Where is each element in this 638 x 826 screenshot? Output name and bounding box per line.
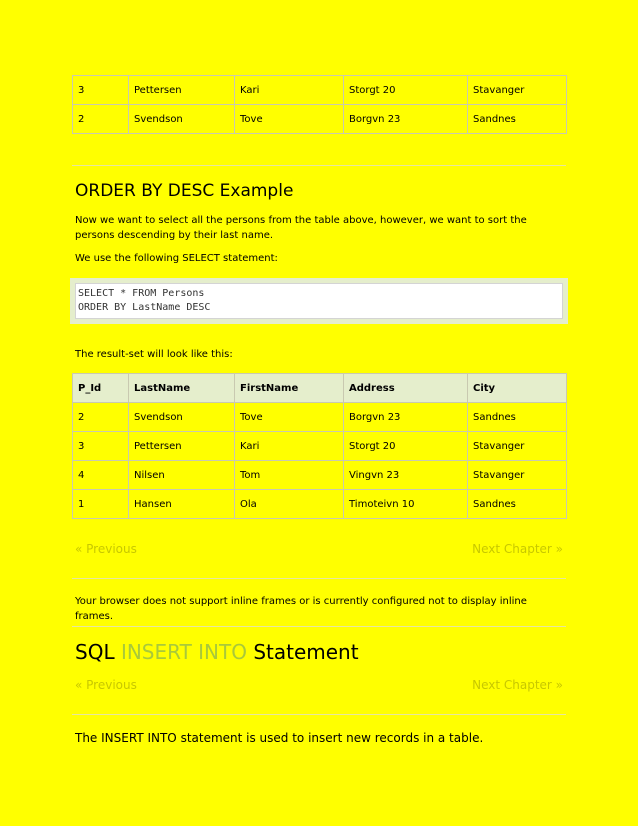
next-chapter-link[interactable]: Next Chapter » [472,542,563,556]
table-cell: Sandnes [468,105,567,134]
table-cell: Stavanger [468,432,567,461]
chapter-nav [75,542,563,556]
table-cell: Svendson [129,105,235,134]
table-cell: Kari [235,76,344,105]
table-cell: Kari [235,432,344,461]
iframe-notice: Your browser does not support inline frames or is currently configured not to display inline frames. [75,596,527,622]
table-cell: Hansen [129,490,235,519]
table-cell: Tove [235,403,344,432]
table-cell: Vingvn 23 [344,461,468,490]
table-row [73,432,567,461]
divider [72,165,566,166]
table-cell: 1 [73,490,129,519]
result-intro: The result-set will look like this: [75,349,233,360]
table-cell: 2 [73,105,129,134]
page-title [75,640,359,664]
statement-intro: We use the following SELECT statement: [75,253,278,264]
table-cell: Svendson [129,403,235,432]
table-cell: Borgvn 23 [344,403,468,432]
table-cell: Tove [235,105,344,134]
table-cell: Borgvn 23 [344,105,468,134]
table-cell: Sandnes [468,490,567,519]
table-cell: Pettersen [129,432,235,461]
code-example [70,278,568,324]
column-header: LastName [129,374,235,403]
persons-table-top [72,75,567,134]
column-header: Address [344,374,468,403]
next-chapter-link[interactable]: Next Chapter » [472,678,563,692]
table-cell: Nilsen [129,461,235,490]
intro-text: The INSERT INTO statement is used to insert new records in a table. [75,731,484,745]
table-row [73,490,567,519]
table-cell: Pettersen [129,76,235,105]
divider [72,626,566,627]
result-table [72,373,567,519]
table-row [73,105,567,134]
table-cell: 2 [73,403,129,432]
table-cell: 4 [73,461,129,490]
code-text: SELECT * FROM Persons ORDER BY LastName DESC [75,283,563,319]
table-cell: Timoteivn 10 [344,490,468,519]
title-keyword: INSERT INTO [120,640,247,664]
table-cell: Sandnes [468,403,567,432]
table-header-row [73,374,567,403]
table-cell: Tom [235,461,344,490]
chapter-nav [75,678,563,692]
table-row [73,76,567,105]
table-cell: Stavanger [468,461,567,490]
table-cell: Stavanger [468,76,567,105]
title-prefix: SQL [75,640,121,664]
previous-link[interactable]: « Previous [75,678,137,692]
table-cell: Ola [235,490,344,519]
table-cell: 3 [73,76,129,105]
table-cell: Storgt 20 [344,432,468,461]
column-header: FirstName [235,374,344,403]
table-cell: Storgt 20 [344,76,468,105]
column-header: P_Id [73,374,129,403]
description-text: Now we want to select all the persons from the table above, however, we want to sort the persons descending by their last name. [75,215,527,241]
title-suffix: Statement [246,640,359,664]
column-header: City [468,374,567,403]
table-cell: 3 [73,432,129,461]
section-heading: ORDER BY DESC Example [75,181,294,201]
divider [72,578,566,579]
table-row [73,461,567,490]
previous-link[interactable]: « Previous [75,542,137,556]
table-row [73,403,567,432]
divider [72,714,566,715]
